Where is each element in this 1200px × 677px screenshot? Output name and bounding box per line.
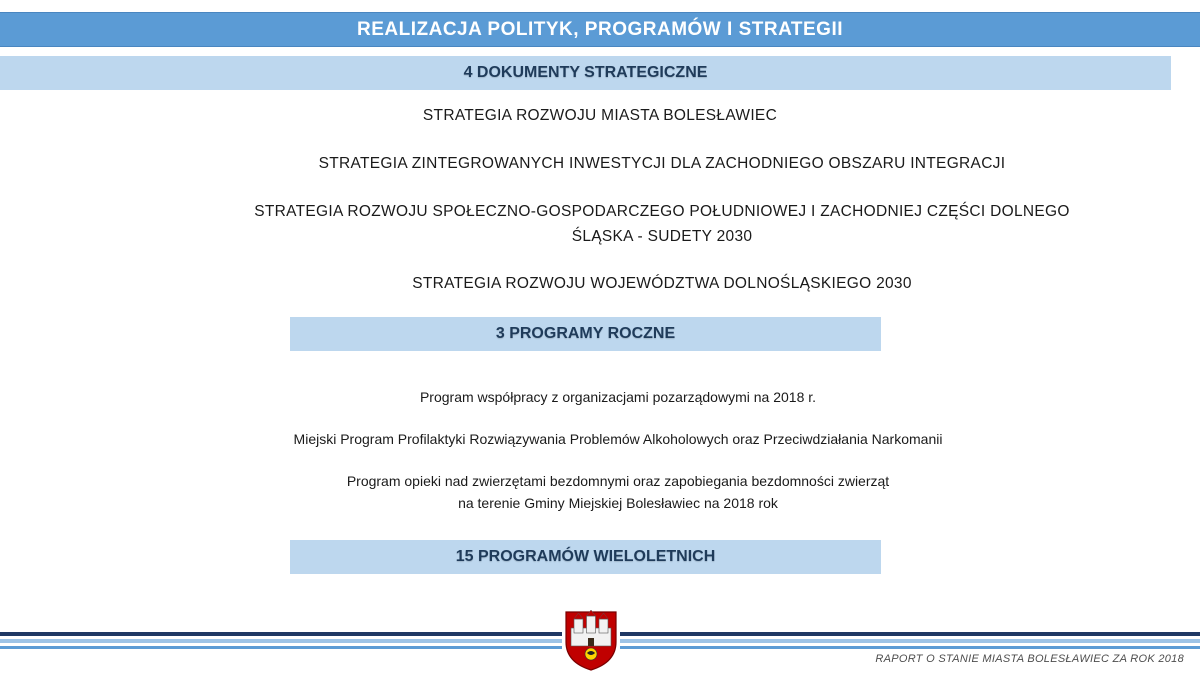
annual-program-3-line-1: Program opieki nad zwierzętami bezdomnymi oraz zapobiegania bezdomności zwierząt [346, 473, 890, 489]
annual-program-1: Program współpracy z organizacjami pozarządowymi na 2018 r. [419, 389, 817, 405]
strategy-item-1: STRATEGIA ROZWOJU MIASTA BOLESŁAWIEC [422, 107, 778, 124]
strategy-item-4: STRATEGIA ROZWOJU WOJEWÓDZTWA DOLNOŚLĄSKIEGO 2030 [412, 275, 912, 292]
strategy-item-2: STRATEGIA ZINTEGROWANYCH INWESTYCJI DLA ZACHODNIEGO OBSZARU INTEGRACJI [318, 155, 1006, 172]
section-heading-annual: 3 PROGRAMY ROCZNE [290, 317, 881, 351]
strategy-item-3-line-1: STRATEGIA ROZWOJU SPOŁECZNO-GOSPODARCZEGO POŁUDNIOWEJ I ZACHODNIEJ CZĘŚCI DOLNEGO [254, 203, 1070, 220]
page-title: REALIZACJA POLITYK, PROGRAMÓW I STRATEGII [0, 12, 1200, 47]
section-heading-strategic: 4 DOKUMENTY STRATEGICZNE [0, 56, 1171, 90]
annual-program-3-line-2: na terenie Gminy Miejskiej Bolesławiec na 2018 rok [458, 495, 778, 511]
report-footer: RAPORT O STANIE MIASTA BOLESŁAWIEC ZA ROK 2018 [875, 653, 1184, 665]
section-heading-multiyear: 15 PROGRAMÓW WIELOLETNICH [290, 540, 881, 574]
annual-program-2: Miejski Program Profilaktyki Rozwiązywania Problemów Alkoholowych oraz Przeciwdziałania Narkomanii [293, 431, 943, 447]
boleslawiec-coat-of-arms-icon [562, 608, 620, 672]
strategy-item-3-line-2: ŚLĄSKA - SUDETY 2030 [571, 228, 753, 245]
